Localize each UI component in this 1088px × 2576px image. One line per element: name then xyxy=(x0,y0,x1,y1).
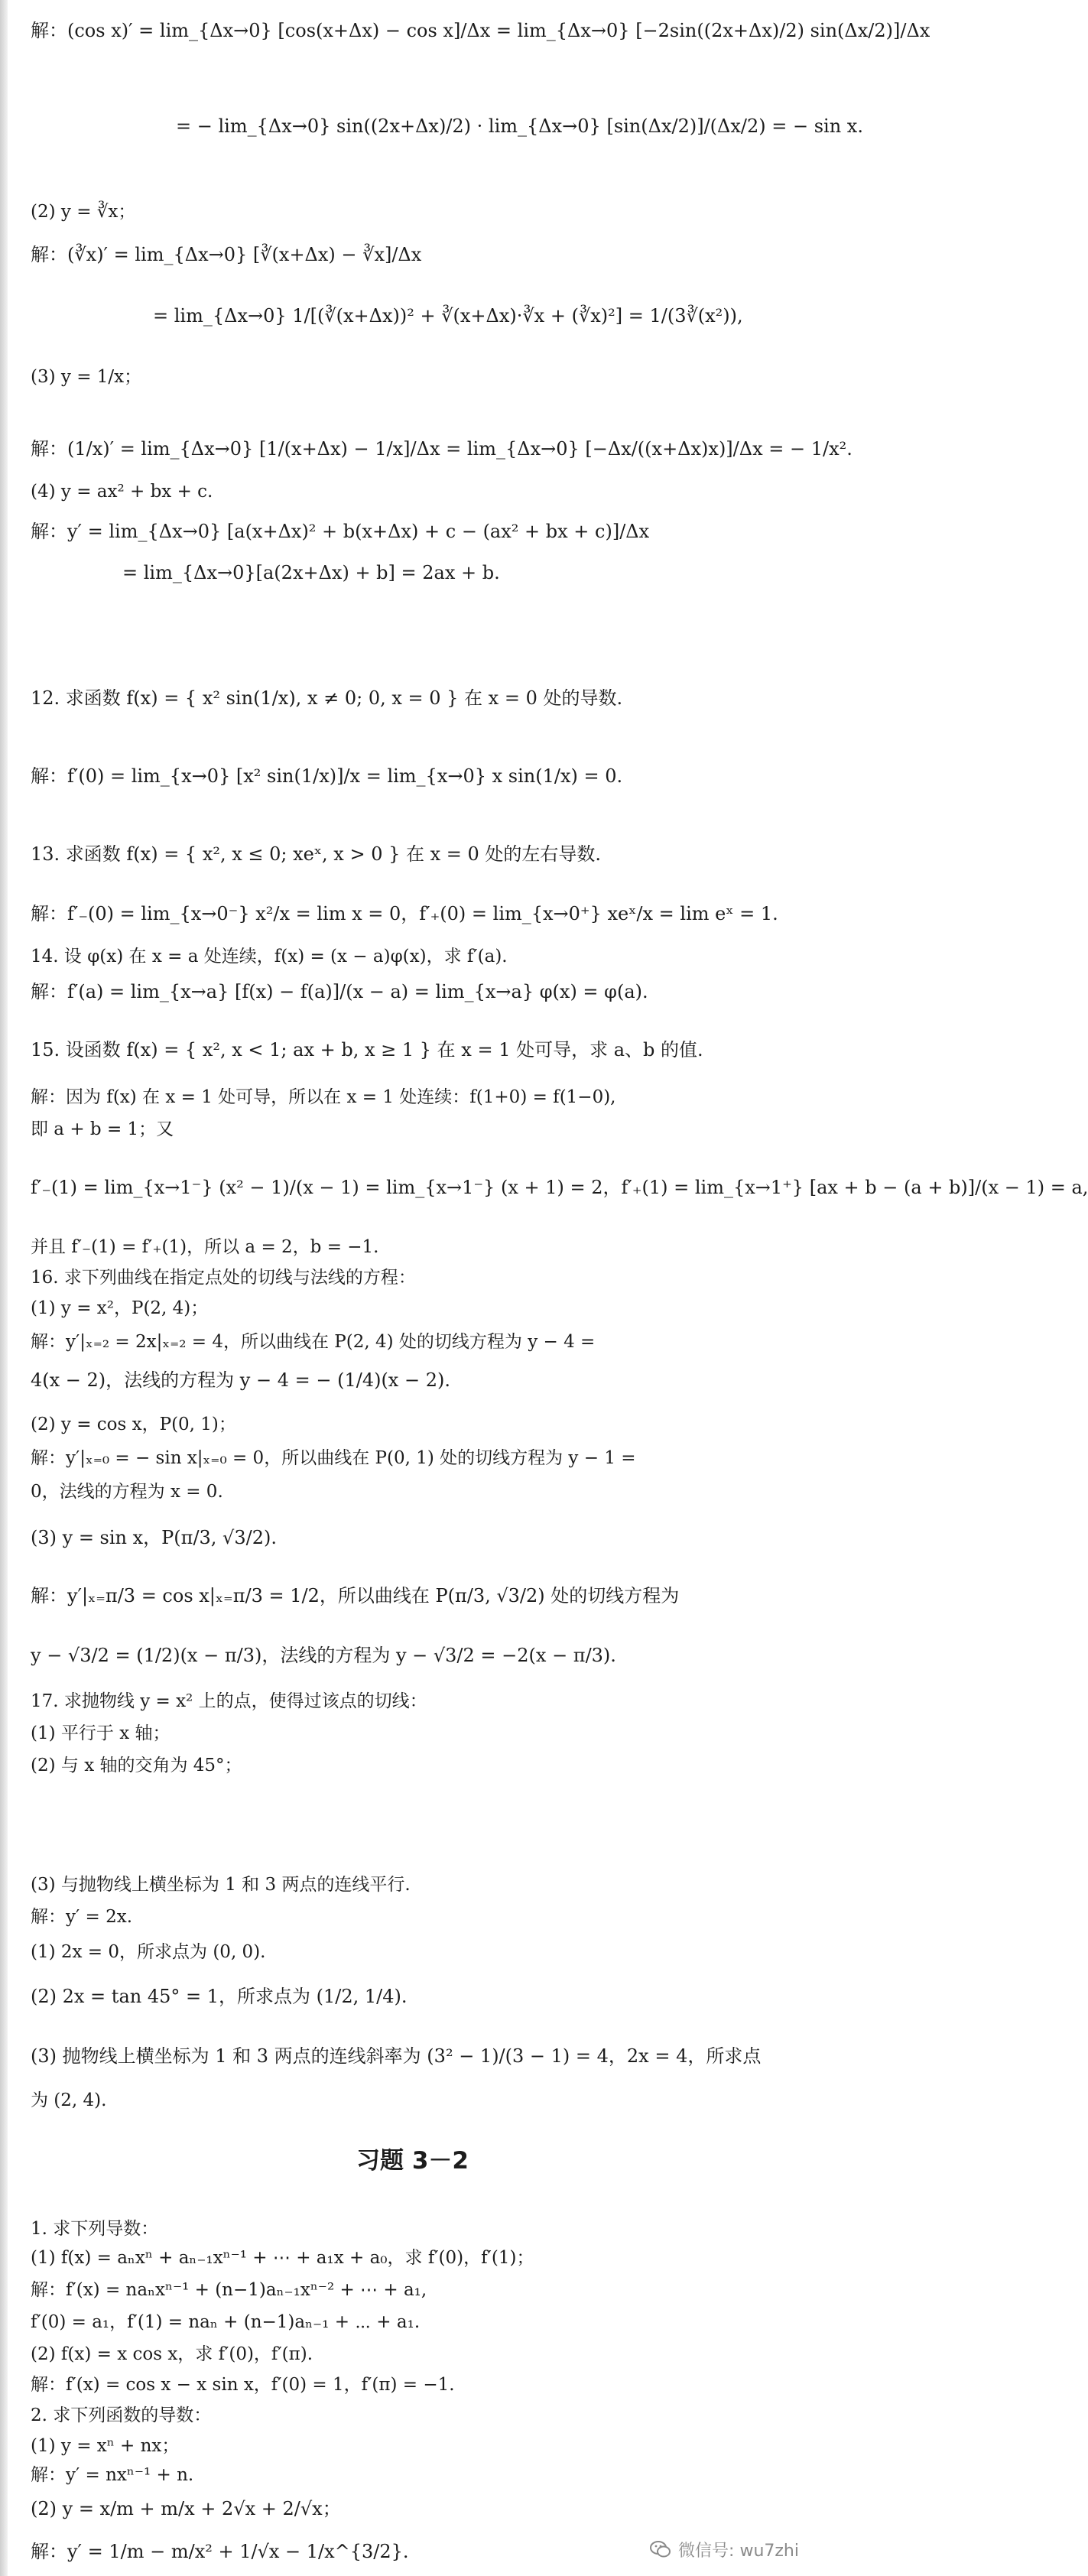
text-line: (3) 与抛物线上横坐标为 1 和 3 两点的连线平行. xyxy=(31,1875,411,1895)
text-line: f′₋(1) = lim_{x→1⁻} (x² − 1)/(x − 1) = lim_{x→1⁻} (x + 1) = 2，f′₊(1) = lim_{x→1⁺} [ax + b − (a + b)]/(x − 1) = a, xyxy=(31,1177,1088,1198)
text-line: 14. 设 φ(x) 在 x = a 处连续，f(x) = (x − a)φ(x)，求 f′(a). xyxy=(31,947,508,966)
text-line: (3) y = sin x，P(π/3, √3/2). xyxy=(31,1527,277,1548)
text-line: 并且 f′₋(1) = f′₊(1)，所以 a = 2，b = −1. xyxy=(31,1237,379,1257)
text-line: 0，法线的方程为 x = 0. xyxy=(31,1482,223,1502)
watermark-text: 微信号: wu7zhi xyxy=(678,2541,799,2561)
text-line: 解：y′ = nxⁿ⁻¹ + n. xyxy=(31,2465,194,2485)
text-line: 解：(∛x)′ = lim_{Δx→0} [∛(x+Δx) − ∛x]/Δx xyxy=(31,244,422,265)
text-line: = − lim_{Δx→0} sin((2x+Δx)/2) · lim_{Δx→0} [sin(Δx/2)]/(Δx/2) = − sin x. xyxy=(176,115,863,137)
text-line: 解：f′₋(0) = lim_{x→0⁻} x²/x = lim x = 0，f′₊(0) = lim_{x→0⁺} xeˣ/x = lim eˣ = 1. xyxy=(31,903,778,924)
text-line: 解：f′(a) = lim_{x→a} [f(x) − f(a)]/(x − a) = lim_{x→a} φ(x) = φ(a). xyxy=(31,981,648,1002)
text-line: y − √3/2 = (1/2)(x − π/3)，法线的方程为 y − √3/2 = −2(x − π/3). xyxy=(31,1645,616,1666)
text-line: (2) y = ∛x； xyxy=(31,202,136,222)
text-line: (1) 2x = 0，所求点为 (0, 0). xyxy=(31,1942,266,1962)
text-line: 解：y′|ₓ₌₀ = − sin x|ₓ₌₀ = 0，所以曲线在 P(0, 1) 处的切线方程为 y − 1 = xyxy=(31,1448,636,1468)
text-line: 13. 求函数 f(x) = { x², x ≤ 0; xeˣ, x > 0 } 在 x = 0 处的左右导数. xyxy=(31,843,602,865)
text-line: 解：因为 f(x) 在 x = 1 处可导，所以在 x = 1 处连续：f(1+0) = f(1−0), xyxy=(31,1087,616,1107)
wechat-icon xyxy=(649,2538,672,2561)
text-line: 解：(cos x)′ = lim_{Δx→0} [cos(x+Δx) − cos x]/Δx = lim_{Δx→0} [−2sin((2x+Δx)/2) sin(Δx/2)]/Δx xyxy=(31,20,930,41)
text-line: (3) 抛物线上横坐标为 1 和 3 两点的连线斜率为 (3² − 1)/(3 − 1) = 4，2x = 4，所求点 xyxy=(31,2045,762,2067)
text-line: (1) y = x²，P(2, 4)； xyxy=(31,1298,209,1318)
text-line: 解：f′(0) = lim_{x→0} [x² sin(1/x)]/x = lim_{x→0} x sin(1/x) = 0. xyxy=(31,765,623,787)
text-line: (3) y = 1/x； xyxy=(31,367,142,387)
text-line: 为 (2, 4). xyxy=(31,2090,107,2110)
text-line: 1. 求下列导数： xyxy=(31,2219,159,2239)
text-line: = lim_{Δx→0}[a(2x+Δx) + b] = 2ax + b. xyxy=(122,562,500,583)
text-line: f′(0) = a₁，f′(1) = naₙ + (n−1)aₙ₋₁ + ⋯ + a₁. xyxy=(31,2312,421,2332)
text-line: 4(x − 2)，法线的方程为 y − 4 = − (1/4)(x − 2). xyxy=(31,1369,450,1391)
text-line: 即 a + b = 1；又 xyxy=(31,1119,174,1139)
text-line: (4) y = ax² + bx + c. xyxy=(31,482,213,502)
text-line: (1) 平行于 x 轴； xyxy=(31,1723,171,1743)
text-line: 2. 求下列函数的导数： xyxy=(31,2405,212,2425)
text-line: (1) f(x) = aₙxⁿ + aₙ₋₁xⁿ⁻¹ + ⋯ + a₁x + a₀，求 f′(0)，f′(1)； xyxy=(31,2248,534,2268)
text-line: 解：y′ = lim_{Δx→0} [a(x+Δx)² + b(x+Δx) + c − (ax² + bx + c)]/Δx xyxy=(31,521,650,542)
text-line: 16. 求下列曲线在指定点处的切线与法线的方程： xyxy=(31,1268,416,1288)
text-line: = lim_{Δx→0} 1/[(∛(x+Δx))² + ∛(x+Δx)·∛x + (∛x)²] = 1/(3∛(x²)), xyxy=(153,305,743,326)
page-spine-edge xyxy=(0,0,8,2576)
text-line: 解：y′ = 2x. xyxy=(31,1907,133,1927)
text-line: 解：y′|ₓ₌π/3 = cos x|ₓ₌π/3 = 1/2，所以曲线在 P(π/3, √3/2) 处的切线方程为 xyxy=(31,1585,680,1606)
text-line: 解：f′(x) = naₙxⁿ⁻¹ + (n−1)aₙ₋₁xⁿ⁻² + ⋯ + a₁, xyxy=(31,2280,427,2300)
text-line: (2) 2x = tan 45° = 1，所求点为 (1/2, 1/4). xyxy=(31,1986,408,2007)
text-line: 解：y′|ₓ₌₂ = 2x|ₓ₌₂ = 4，所以曲线在 P(2, 4) 处的切线方程为 y − 4 = xyxy=(31,1332,596,1352)
text-line: (2) 与 x 轴的交角为 45°； xyxy=(31,1756,242,1775)
text-line: 解：y′ = 1/m − m/x² + 1/√x − 1/x^{3/2}. xyxy=(31,2541,409,2562)
text-line: (2) f(x) = x cos x，求 f′(0)，f′(π). xyxy=(31,2344,313,2364)
text-line: (2) y = x/m + m/x + 2√x + 2/√x； xyxy=(31,2498,341,2519)
text-line: 12. 求函数 f(x) = { x² sin(1/x), x ≠ 0; 0, x = 0 } 在 x = 0 处的导数. xyxy=(31,687,623,709)
text-line: (2) y = cos x，P(0, 1)； xyxy=(31,1415,236,1434)
wechat-watermark xyxy=(649,2537,799,2561)
text-line: 解：f′(x) = cos x − x sin x，f′(0) = 1，f′(π) = −1. xyxy=(31,2375,455,2395)
section-heading: 习题 3－2 xyxy=(356,2147,469,2175)
text-line: 解：(1/x)′ = lim_{Δx→0} [1/(x+Δx) − 1/x]/Δx = lim_{Δx→0} [−Δx/((x+Δx)x)]/Δx = − 1/x². xyxy=(31,438,853,460)
text-line: 15. 设函数 f(x) = { x², x < 1; ax + b, x ≥ 1 } 在 x = 1 处可导，求 a、b 的值. xyxy=(31,1039,703,1061)
text-line: (1) y = xⁿ + nx； xyxy=(31,2436,180,2456)
text-line: 17. 求抛物线 y = x² 上的点，使得过该点的切线： xyxy=(31,1691,427,1711)
